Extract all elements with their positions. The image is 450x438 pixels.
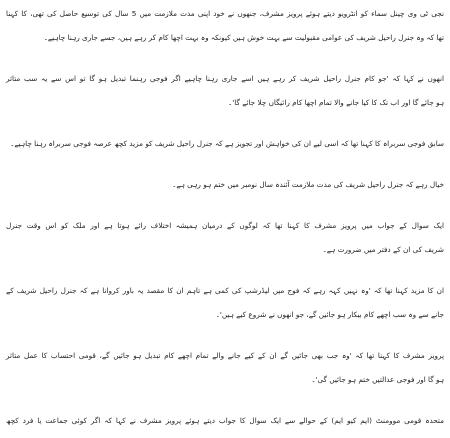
paragraph-line: انھوں نے کہا کہ 'جو کام جنرل راحیل شریف کر رہے ہیں اسے جاری رہنا چاہیے اگر فوجی رہنما تبدیل ہو گا تو اس سے یہ سب متاثر — [6, 74, 444, 83]
paragraph-line: پرویز مشرف کا کہنا تھا کہ 'وہ جب بھی جائیں گے ان کے کیے جانے والے تمام اچھے کام تبدیل ہو جائیں گے، قومی احتساب کا عمل متاثر — [6, 351, 444, 360]
article-paragraph — [6, 173, 444, 197]
paragraph-line: تھا کہ وہ جنرل راحیل شریف کی عوامی مقبولیت سے بہت خوش ہیں کیونکہ وہ بہت اچھا کام کر رہے ہیں، جسے جاری رہنا چاہیے۔ — [43, 33, 444, 42]
article-paragraph — [6, 67, 444, 115]
paragraph-line: ان کا مزید کہنا تھا کہ 'وہ نہیں کہہ رہے کہ فوج میں لیڈرشپ کی کمی ہے تاہم ان کا مقصد یہ باور کروانا ہے کہ جنرل راحیل شریف کے — [6, 286, 444, 295]
article-paragraph — [6, 2, 444, 50]
article-paragraph — [6, 214, 444, 262]
paragraph-line: سابق فوجی سربراہ کا کہنا تھا کہ اسی لیے ان کی خواہش اور تجویز ہے کہ جنرل راحیل شریف کو مزید کچھ عرصہ فوجی سربراہ رہنا چاہیے۔ — [10, 139, 444, 148]
paragraph-line: جانے سے وہ سب اچھے کام بیکار ہو جائیں گے، جو انھوں نے شروع کیے ہیں'۔ — [215, 310, 444, 319]
article-paragraph — [6, 132, 444, 156]
article-paragraph — [6, 344, 444, 392]
paragraph-line: ایک سوال کے جواب میں پرویز مشرف کا کہنا تھا کہ لوگوں کے درمیان ہمیشہ اختلاف رائے ہوتا ہے اور ملک کو اس وقت جنرل — [6, 221, 444, 230]
paragraph-line: نجی ٹی وی چینل سماء کو انٹرویو دیتے ہوئے پرویز مشرف، جنھوں نے خود اپنی مدت ملازمت میں 5 سال کی توسیع حاصل کی تھی، کا کہنا — [6, 9, 444, 18]
paragraph-line: ہو جائے گا اور اب تک کا کیا جانے والا تمام اچھا کام رائیگاں چلا جائے گا'۔ — [228, 98, 444, 107]
article-paragraph — [6, 409, 444, 433]
paragraph-line: شریف کی ان کے دفتر میں ضرورت ہے۔ — [322, 245, 444, 254]
paragraph-line: متحدہ قومی موومنٹ (ایم کیو ایم) کے حوالے سے ایک سوال کا جواب دیتے ہوئے پرویز مشرف نے کہا کہ اگر کوئی جماعت یا فرد کچھ — [6, 416, 444, 425]
paragraph-line: خیال رہے کہ جنرل راحیل شریف کی مدت ملازمت آئندہ سال نومبر میں ختم ہو رہی ہے۔ — [172, 180, 444, 189]
paragraph-line: ہو گا اور فوجی عدالتیں ختم ہو جائیں گی'۔ — [311, 375, 444, 384]
article-paragraph — [6, 279, 444, 327]
